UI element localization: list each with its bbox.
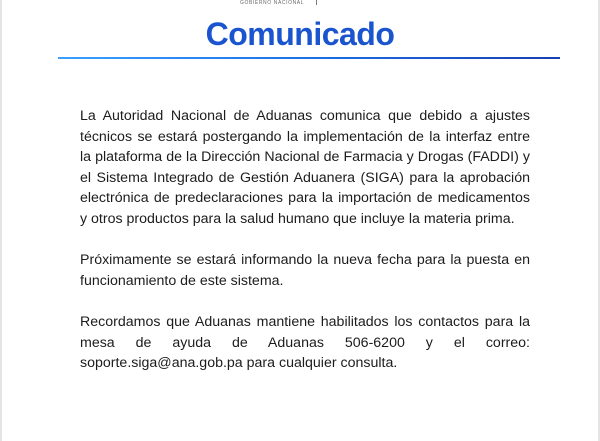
header-divider bbox=[316, 0, 317, 5]
paragraph-postponement: La Autoridad Nacional de Aduanas comunica que debido a ajustes técnicos se estará postergando la implementación de la interfaz entre la plataforma de la Dirección Nacional de Farmacia y Drogas (FADDI) y el Sistema Integrado de Gestión Aduanera (SIGA) para la aprobación electrónica de predeclaraciones para la importación de medicamentos y otros productos para la salud humano que incluye la materia prima. bbox=[80, 108, 530, 227]
title-underline bbox=[58, 57, 560, 59]
paragraph-new-date: Próximamente se estará informando la nueva fecha para la puesta en funcionamiento de este sistema. bbox=[80, 252, 530, 289]
government-caption: GOBIERNO NACIONAL bbox=[240, 0, 305, 6]
left-border bbox=[0, 0, 2, 441]
paragraph-contacts: Recordamos que Aduanas mantiene habilitados los contactos para la mesa de ayuda de Aduanas 506-6200 y el correo: soporte.siga@ana.gob.pa para cualquier consulta. bbox=[80, 314, 530, 371]
page-title: Comunicado bbox=[205, 16, 395, 52]
announcement-body bbox=[80, 106, 530, 395]
